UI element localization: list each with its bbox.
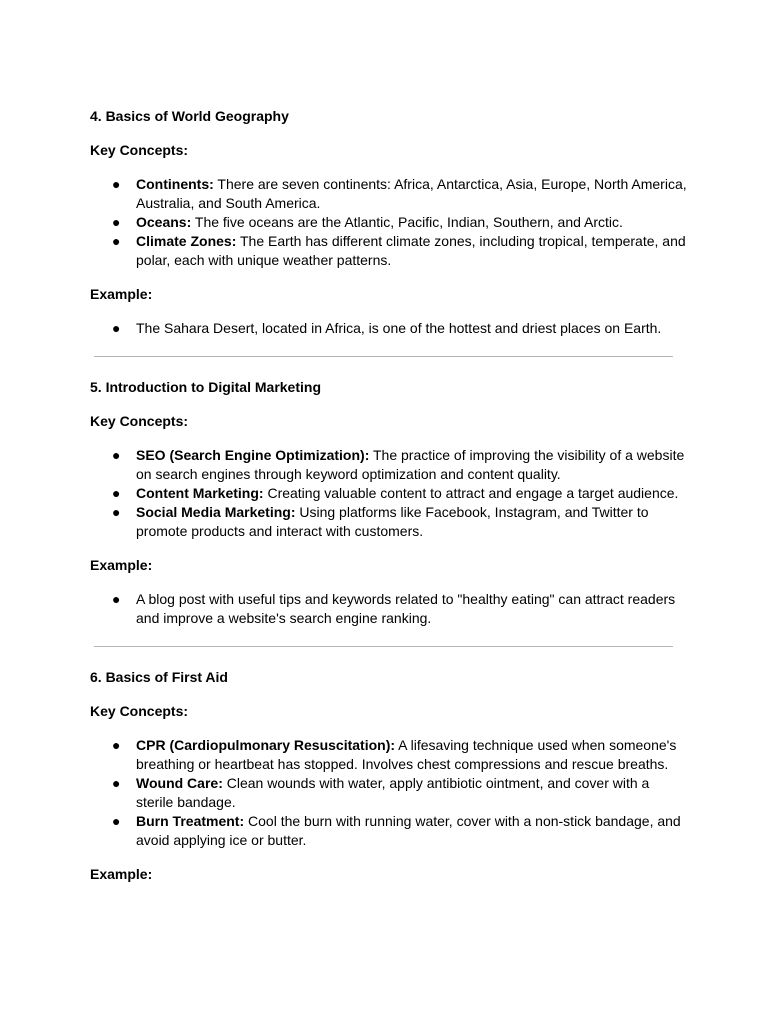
concept-text: The practice of improving the visibility of a website on search engines through keyword optimization and content quality.	[136, 447, 685, 482]
section-first-aid	[90, 668, 690, 884]
bullet-icon: ●	[112, 591, 121, 607]
concept-text: There are seven continents: Africa, Antarctica, Asia, Europe, North America, Australia, and South America.	[136, 176, 687, 211]
list-item	[90, 446, 690, 484]
example-text: The Sahara Desert, located in Africa, is one of the hottest and driest places on Earth.	[136, 320, 662, 336]
concept-term: Climate Zones:	[136, 233, 237, 249]
concept-term: SEO (Search Engine Optimization):	[136, 447, 370, 463]
list-item	[90, 812, 690, 850]
key-concepts-label: Key Concepts:	[90, 703, 189, 719]
section-title: 5. Introduction to Digital Marketing	[90, 379, 321, 395]
key-concepts-label: Key Concepts:	[90, 413, 189, 429]
concept-text: The Earth has different climate zones, including tropical, temperate, and polar, each with unique weather patterns.	[136, 233, 686, 268]
concept-term: Continents:	[136, 176, 214, 192]
concept-list	[90, 736, 690, 850]
section-digital-marketing	[90, 378, 690, 628]
bullet-icon: ●	[112, 233, 121, 249]
list-item	[90, 319, 690, 338]
list-item	[90, 484, 690, 503]
example-list	[90, 590, 690, 628]
concept-term: Burn Treatment:	[136, 813, 245, 829]
concept-term: Oceans:	[136, 214, 192, 230]
concept-text: Using platforms like Facebook, Instagram, and Twitter to promote products and interact with customers.	[136, 504, 649, 539]
key-concepts-label: Key Concepts:	[90, 142, 189, 158]
example-label: Example:	[90, 557, 153, 573]
concept-text: Cool the burn with running water, cover with a non-stick bandage, and avoid applying ice or butter.	[136, 813, 681, 848]
list-item	[90, 503, 690, 541]
example-text: A blog post with useful tips and keywords related to "healthy eating" can attract readers and improve a website's search engine ranking.	[136, 591, 676, 626]
list-item	[90, 175, 690, 213]
bullet-icon: ●	[112, 813, 121, 829]
concept-list	[90, 446, 690, 541]
section-title: 6. Basics of First Aid	[90, 669, 228, 685]
bullet-icon: ●	[112, 447, 121, 463]
list-item	[90, 736, 690, 774]
bullet-icon: ●	[112, 737, 121, 753]
section-title: 4. Basics of World Geography	[90, 108, 289, 124]
list-item	[90, 590, 690, 628]
list-item	[90, 774, 690, 812]
concept-term: CPR (Cardiopulmonary Resuscitation):	[136, 737, 396, 753]
concept-term: Wound Care:	[136, 775, 223, 791]
bullet-icon: ●	[112, 176, 121, 192]
example-list	[90, 319, 690, 338]
concept-text: Creating valuable content to attract and engage a target audience.	[263, 485, 679, 501]
bullet-icon: ●	[112, 504, 121, 520]
concept-text: Clean wounds with water, apply antibiotic ointment, and cover with a sterile bandage.	[136, 775, 650, 810]
concept-text: The five oceans are the Atlantic, Pacific, Indian, Southern, and Arctic.	[191, 214, 623, 230]
bullet-icon: ●	[112, 320, 121, 336]
concept-term: Content Marketing:	[136, 485, 264, 501]
bullet-icon: ●	[112, 214, 121, 230]
list-item	[90, 232, 690, 270]
list-item	[90, 213, 690, 232]
example-label: Example:	[90, 866, 153, 882]
section-world-geography	[90, 107, 690, 338]
document-content	[90, 107, 690, 884]
example-label: Example:	[90, 286, 153, 302]
bullet-icon: ●	[112, 775, 121, 791]
bullet-icon: ●	[112, 485, 121, 501]
concept-term: Social Media Marketing:	[136, 504, 296, 520]
concept-text: A lifesaving technique used when someone's breathing or heartbeat has stopped. Involves chest compressions and rescue breaths.	[136, 737, 677, 772]
concept-list	[90, 175, 690, 270]
